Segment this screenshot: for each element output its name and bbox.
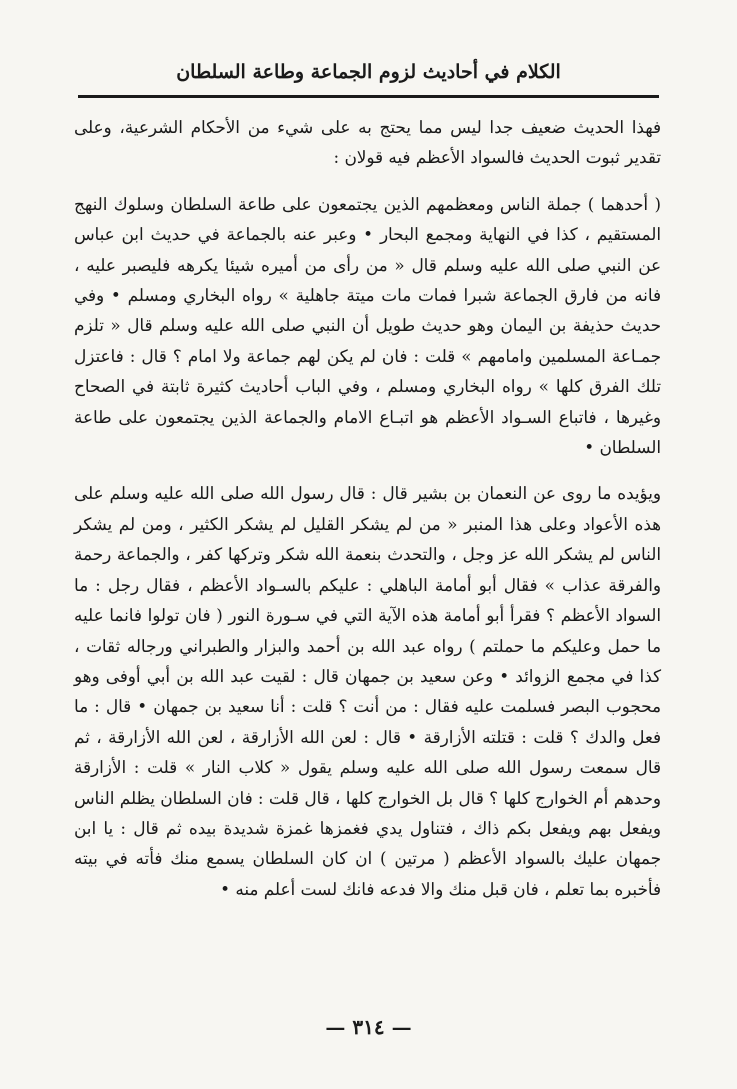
page-number: — ٣١٤ — bbox=[325, 1015, 412, 1039]
paragraph-3: ويؤيده ما روى عن النعمان بن بشير قال : قال رسول الله صلى الله عليه وسلم على هذه الأعواد وعلى هذا المنبر « من لم يشكر القليل لم يشكر الكثير ، ومن لم يشكر الناس لم يشكر الله عز وجل ، والتحدث بنعمة الله شكر وتركها كفر ، والجماعة رحمة والفرقة عذاب » فقال أبو أمامة الباهلي : عليكم بالسـواد الأعظم ، فقال رجل : ما السواد الأعظم ؟ فقرأ أبو أمامة هذه الآية التي في سـورة النور ( فان تولوا فانما عليه ما حمل وعليكم ما حملتم ) رواه عبد الله بن أحمد والبزار والطبراني ورجاله ثقات ، كذا في مجمع الزوائد • وعن سعيد بن جمهان قال : لقيت عبد الله بن أبي أوفى وهو محجوب البصر فسلمت عليه فقال : من أنت ؟ قلت : أنا سعيد بن جمهان • قال : ما فعل والدك ؟ قلت : قتلته الأزارقة • قال : لعن الله الأزارقة ، لعن الله الأزارقة ، ثم قال سمعت رسول الله صلى الله عليه وسلم يقول « كلاب النار » قلت : الأزارقة وحدهم أم الخوارج كلها ؟ قال بل الخوارج كلها ، قال قلت : فان السلطان يظلم الناس ويفعل بهم ويفعل بكم ذاك ، فتناول يدي فغمزها غمزة شديدة بيده ثم قال : يا ابن جمهان عليك بالسواد الأعظم ( مرتين ) ان كان السلطان يسمع منك فأته في بيته فأخبره بما تعلم ، فان قبل منك والا فدعه فانك لست أعلم منه • bbox=[74, 483, 661, 899]
header-rule bbox=[78, 95, 659, 98]
paragraph-gap bbox=[74, 173, 661, 189]
paragraph-gap bbox=[74, 462, 661, 478]
page-body bbox=[74, 112, 661, 904]
paragraph-2: ( أحدهما ) جملة الناس ومعظمهم الذين يجتمعون على طاعة السلطان وسلوك النهج المستقيم ، كذا في النهاية ومجمع البحار • وعبر عنه بالجماعة في حديث ابن عباس عن النبي صلى الله عليه وسلم قال « من رأى من أميره شيئا يكرهه فليصبر عليه ، فانه من فارق الجماعة شبرا فمات مات ميتة جاهلية » رواه البخاري ومسلم • وفي حديث حذيفة بن اليمان وهو حديث طويل أن النبي صلى الله عليه وسلم قال « تلزم جمـاعة المسلمين وامامهم » قلت : فان لم يكن لهم جماعة ولا امام ؟ قال : فاعتزل تلك الفرق كلها » رواه البخاري ومسلم ، وفي الباب أحاديث كثيرة ثابتة في الصحاح وغيرها ، فاتباع السـواد الأعظم هو اتبـاع الامام والجماعة الذين يجتمعون على طاعة السلطان • bbox=[74, 193, 661, 458]
running-header: الكلام في أحاديث لزوم الجماعة وطاعة السلطان bbox=[176, 61, 561, 83]
paragraph-1: فهذا الحديث ضعيف جدا ليس مما يحتج به على شيء من الأحكام الشرعية، وعلى تقدير ثبوت الحديث فالسواد الأعظم فيه قولان : bbox=[74, 117, 661, 168]
